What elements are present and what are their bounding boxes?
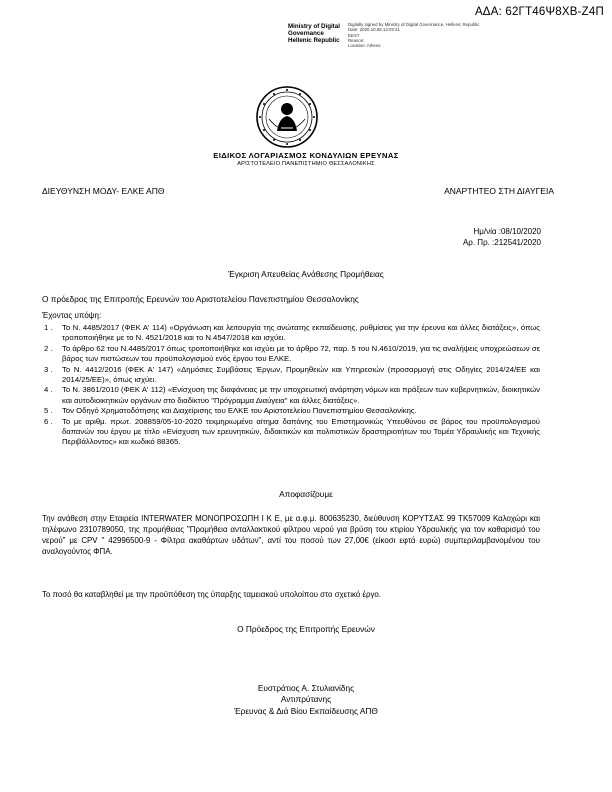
digital-signature-org bbox=[288, 23, 340, 45]
signatory-block bbox=[0, 683, 612, 717]
item-number: 4 . bbox=[44, 385, 53, 395]
item-number: 6 . bbox=[44, 416, 53, 426]
item-text: Τον Οδηγό Χρηματοδότησης και Διαχείρισης του ΕΛΚΕ του Αριστοτελείου Πανεπιστημίου Θεσσαλονίκης. bbox=[62, 406, 417, 416]
payment-text: Το ποσό θα καταβληθεί με την προϋπόθεση της ύπαρξης ταμειακού υπολοίπου στο σχετικό έργο. bbox=[42, 590, 381, 599]
item-number: 3 . bbox=[44, 364, 53, 374]
list-item bbox=[44, 365, 540, 386]
document-title: Έγκριση Απευθείας Ανάθεσης Προμήθειας bbox=[228, 269, 384, 279]
digital-signature-line: Ministry of Digital bbox=[288, 23, 340, 30]
signatory-unit: Έρευνας & Διά Βίου Εκπαίδευσης ΑΠΘ bbox=[234, 705, 378, 716]
signature-detail-line: Location: Athens bbox=[348, 43, 381, 49]
signatory-role: Αντιπρύτανης bbox=[280, 694, 332, 705]
decision-heading: Αποφασίζουμε bbox=[279, 489, 333, 499]
list-item bbox=[44, 406, 540, 416]
intro-text: Ο πρόεδρος της Επιτροπής Ερευνών του Αριστοτελείου Πανεπιστημίου Θεσσαλονίκης bbox=[42, 294, 359, 304]
signature-detail-line: Reason: bbox=[348, 37, 365, 43]
list-item bbox=[44, 323, 540, 344]
item-text: Το Ν. 3861/2010 (ΦΕΚ Α' 112) «Ενίσχυση της διαφάνειας με την υποχρεωτική ανάρτηση νόμων και πράξεων των κυβερνητικών, διοικητικών και αυτοδιοικητικών οργάνων στο διαδίκτυο "Πρόγραμμα Διαύγεια" και άλλες διατάξεις». bbox=[62, 385, 540, 405]
item-text: Το με αριθμ. πρωτ. 208859/05-10-2020 τεκμηριωμένο αίτημα δαπάνης του Επιστημονικώς Υπευθύνου σε βάρος του προϋπολογισμού δαπανών του έργου με τίτλο «Ενίσχυση των ερευνητικών, διδακτικών και πολιτιστικών δραστηριοτήτων του Τομέα Υδραυλικής και Τεχνικής Περιβάλλοντος» και κωδικό 88365. bbox=[62, 416, 540, 447]
signatory-name: Ευστράτιος Α. Στυλιανίδης bbox=[257, 683, 355, 693]
item-text: Το Ν. 4412/2016 (ΦΕΚ Α' 147) «Δημόσιες Συμβάσεις Έργων, Προμηθειών και Υπηρεσιών (προσαρμογή στις Οδηγίες 2014/24/ΕΕ και 2014/25/ΕΕ)», όπως ισχύει. bbox=[62, 364, 540, 385]
protocol-number: Αρ. Πρ. :212541/2020 bbox=[462, 238, 541, 247]
organization-name: ΕΙΔΙΚΟΣ ΛΟΓΑΡΙΑΣΜΟΣ ΚΟΝΔΥΛΙΩΝ ΕΡΕΥΝΑΣ bbox=[213, 151, 399, 160]
having-regard-label: Έχοντας υπόψη: bbox=[42, 311, 102, 320]
item-text: Το Ν. 4485/2017 (ΦΕΚ Α' 114) «Οργάνωση και λειτουργία της ανώτατης εκπαίδευσης, ρυθμίσεις για την έρευνα και άλλες διατάξεις», όπως τροποποιήθηκε με το Ν. 4521/2018 και το Ν.4547/2018 και ισχύει. bbox=[62, 323, 540, 343]
university-seal-logo bbox=[255, 85, 319, 154]
posting-note: ΑΝΑΡΤΗΤΕΟ ΣΤΗ ΔΙΑΥΓΕΙΑ bbox=[444, 186, 554, 196]
university-name: ΑΡΙΣΤΟΤΕΛΕΙΟ ΠΑΝΕΠΙΣΤΗΜΙΟ ΘΕΣΣΑΛΟΝΙΚΗΣ bbox=[237, 161, 375, 167]
item-number: 5 . bbox=[44, 406, 53, 416]
ada-code: ΑΔΑ: 62ΓΤ46Ψ8ΧΒ-Ζ4Π bbox=[474, 6, 604, 18]
document-date: Ημ/νία :08/10/2020 bbox=[473, 227, 541, 236]
date-block bbox=[463, 226, 541, 248]
digital-signature-line: Hellenic Republic bbox=[288, 37, 340, 45]
signature-detail-line: Date: 2020.10.08 14:03:41 bbox=[348, 27, 400, 33]
digital-signature-details bbox=[348, 22, 480, 48]
chair-title: Ο Πρόεδρος της Επιτροπής Ερευνών bbox=[237, 624, 375, 634]
list-item bbox=[44, 385, 540, 406]
directorate: ΔΙΕΥΘΥΝΣΗ ΜΟΔΥ- ΕΛΚΕ ΑΠΘ bbox=[42, 186, 165, 196]
signature-detail-line: Digitally signed by Ministry of Digital Governance, Hellenic Republic bbox=[348, 22, 480, 27]
digital-signature-line: Governance bbox=[288, 30, 324, 38]
item-number: 1 . bbox=[44, 323, 53, 332]
item-text: Το άρθρο 62 του Ν.4485/2017 όπως τροποποιήθηκε και ισχύει με το άρθρο 72, παρ. 5 του Ν.4610/2019, για τις αναλήψεις υποχρεώσεων σε βάρος των πιστώσεων του προϋπολογισμού ενός έργου του ΕΛΚΕ. bbox=[62, 343, 540, 364]
list-item bbox=[44, 344, 540, 365]
decision-text: Την ανάθεση στην Εταιρεία INTERWATER ΜΟΝΟΠΡΟΣΩΠΗ Ι Κ Ε, με α.φ.μ. 800635230, διεύθυνση ΚΟΡΥΤΣΑΣ 99 ΤΚ57009 Καλοχώρι και τηλέφωνο 2310789050, της προμήθειας "Προμήθεια ανταλλακτικού φίλτρου νερού για βρύση του κτιρίου Υδραυλικής για τον καθαρισμό του νερού" με CPV " 42996500-9 - Φίλτρα ακαθάρτων υδάτων", αντί του ποσού των 27,00€ (είκοσι εφτά ευρώ) συμπεριλαμβανομένου του αναλογούντος ΦΠΑ. bbox=[42, 514, 540, 556]
list-item bbox=[44, 417, 540, 448]
signature-detail-line: EEST bbox=[348, 32, 360, 38]
item-number: 2 . bbox=[44, 343, 53, 353]
considerations-list bbox=[44, 323, 540, 448]
